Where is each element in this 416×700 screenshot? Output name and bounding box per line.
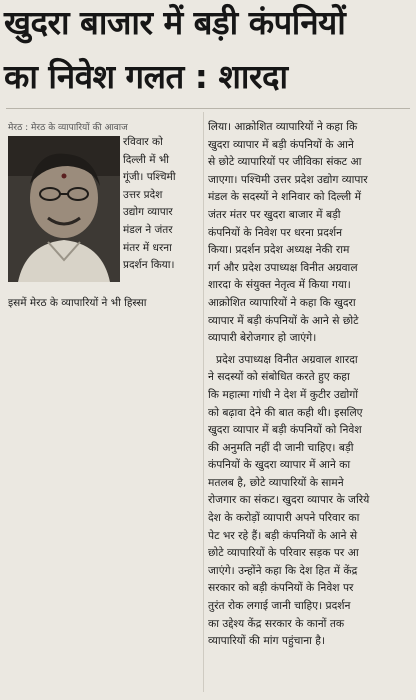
headline-divider (6, 108, 410, 109)
column-divider (203, 112, 204, 692)
text-line: कि महात्मा गांधी ने देश में कुटीर उद्योगों (208, 387, 359, 401)
text-line: आक्रोशित व्यापारियों ने कहा कि खुदरा (208, 295, 356, 309)
text-line: शारदा के संयुक्त नेतृत्व में किया गया। (208, 278, 351, 292)
text-line: की अनुमति नहीं दी जानी चाहिए। बड़ी (208, 440, 354, 454)
text-line: कंपनियों के निवेश पर धरना प्रदर्शन (208, 225, 343, 239)
paragraph-2 (208, 351, 412, 650)
headline-line-2: का निवेश गलत : शारदा (4, 57, 288, 96)
text-line: ने सदस्यों को संबोधित करते हुए कहा (208, 370, 350, 384)
text-line: प्रदर्शन किया। (123, 259, 175, 272)
text-line: प्रदेश उपाध्यक्ष विनीत अग्रवाल शारदा (216, 352, 358, 366)
text-line: मंडल के सदस्यों ने शनिवार को दिल्ली में (208, 190, 361, 204)
text-line: उत्तर प्रदेश (123, 188, 163, 201)
text-line: छोटे व्यापारियों के परिवार सड़क पर आ (208, 546, 359, 560)
text-line: मंडल ने जंतर (123, 223, 173, 236)
text-line: रोजगार का संकट। खुदरा व्यापार के जरिये (208, 493, 370, 507)
text-line: सरकार को बड़ी कंपनियों के निवेश पर (208, 581, 354, 595)
text-line: से छोटे व्यापारियों पर जीविका संकट आ (208, 155, 362, 169)
left-column-tail: इसमें मेरठ के व्यापारियों ने भी हिस्सा (8, 297, 147, 309)
text-line: गर्ग और प्रदेश उपाध्यक्ष विनीत अग्रवाल (208, 260, 358, 274)
paragraph-1 (208, 118, 412, 347)
text-line: व्यापार में बड़ी कंपनियों के आने से छोटे (208, 313, 359, 327)
text-line: किया। प्रदर्शन प्रदेश अध्यक्ष नेकी राम (208, 243, 350, 257)
text-line: का उद्देश्य केंद्र सरकार के कानों तक (208, 616, 345, 630)
text-line: रविवार को (123, 136, 163, 148)
text-line: पेट भर रहे हैं। बड़ी कंपनियों के आने से (208, 528, 358, 542)
text-line: गूंजी। पश्चिमी (123, 171, 176, 184)
text-line: मतलब है, छोटे व्यापारियों के सामने (208, 475, 344, 489)
right-column (208, 118, 412, 650)
text-line: व्यापारी बेरोजगार हो जाएंगे। (208, 331, 317, 345)
text-line: को बढ़ावा देने की बात कही थी। इसलिए (208, 405, 363, 419)
text-line: लिया। आक्रोशित व्यापारियों ने कहा कि (208, 120, 358, 133)
text-line: जाएंगे। उन्होंने कहा कि देश हित में केंद्र (208, 563, 358, 577)
left-column-wrap-text (123, 134, 201, 275)
text-line: खुदरा व्यापार में बड़ी कंपनियों को निवेश (208, 423, 362, 437)
text-line: दिल्ली में भी (123, 153, 169, 166)
text-line: मंतर में धरना (123, 241, 172, 254)
text-line: तुरंत रोक लगाई जानी चाहिए। प्रदर्शन (208, 599, 351, 613)
text-line: जाएगा। पश्चिमी उत्तर प्रदेश उद्योग व्यापार (208, 172, 368, 186)
text-line: देश के करोड़ों व्यापारी अपने परिवार का (208, 511, 360, 525)
dateline: मेरठ : मेरठ के व्यापारियों की आवाज (8, 123, 128, 133)
text-line: कंपनियों के खुदरा व्यापार में आने का (208, 458, 351, 472)
text-line: व्यापारियों की मांग पहुंचाना है। (208, 634, 326, 648)
text-line: खुदरा व्यापार में बड़ी कंपनियों के आने (208, 137, 354, 151)
text-line: जंतर मंतर पर खुदरा बाजार में बड़ी (208, 207, 341, 221)
headline-line-1: खुदरा बाजार में बड़ी कंपनियों (4, 3, 346, 42)
portrait-photo (8, 136, 120, 282)
text-line: उद्योग व्यापार (123, 206, 173, 219)
